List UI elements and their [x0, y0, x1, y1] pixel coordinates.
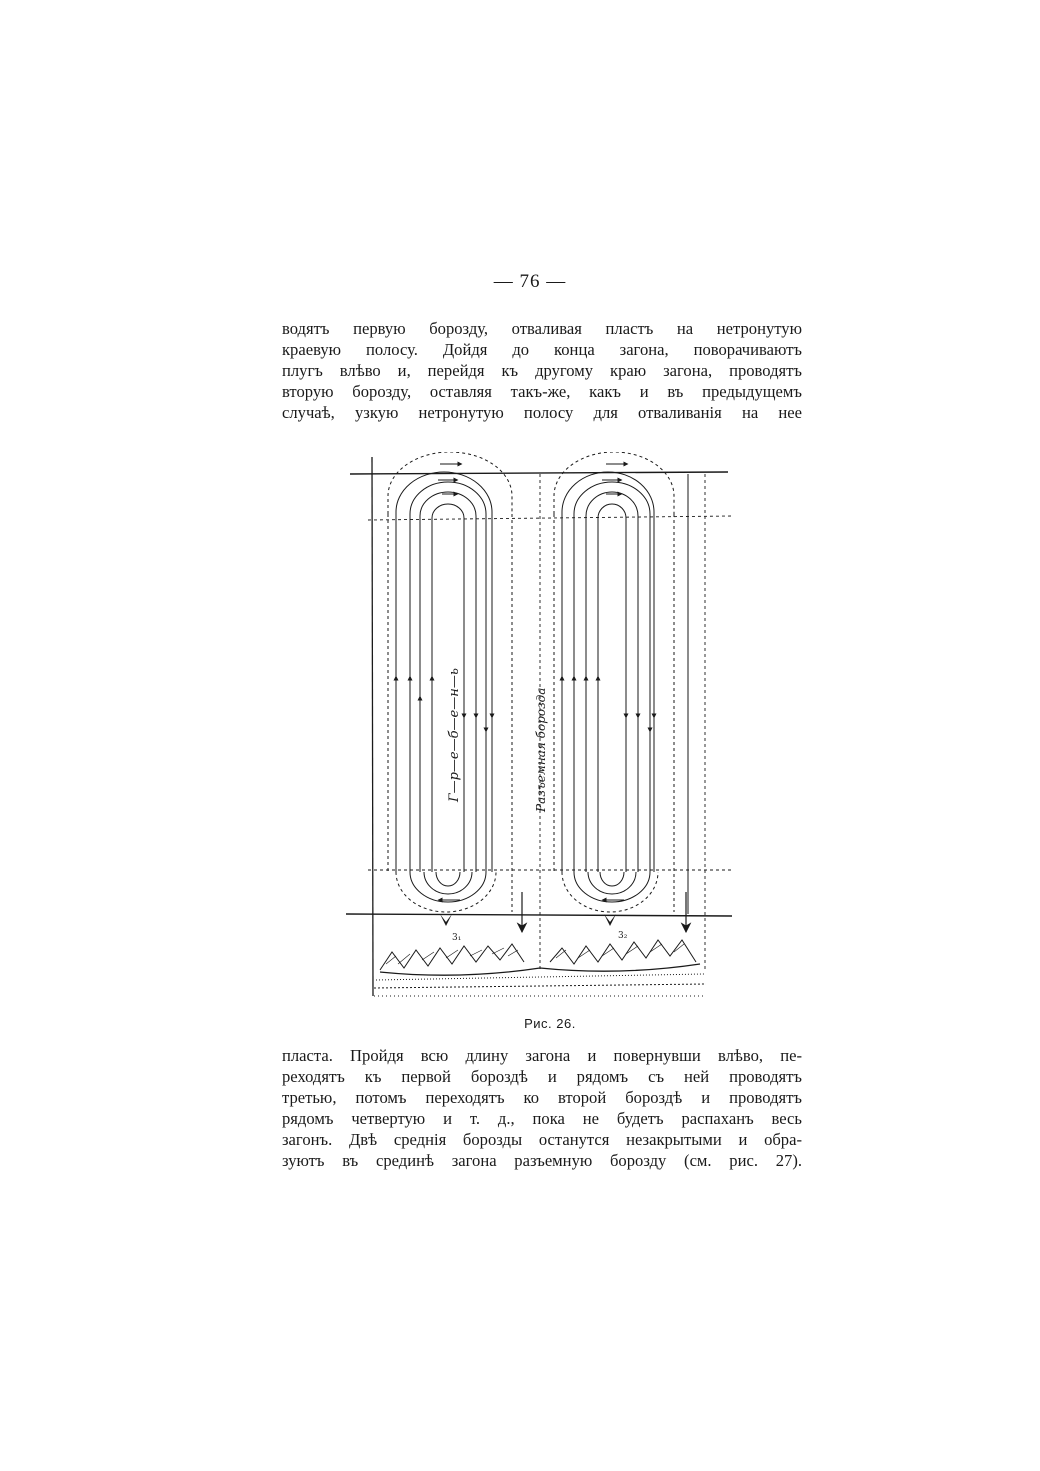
text-line: зуютъ въ срединѣ загона разъемную борозду (см. рис. 27). [282, 1151, 802, 1170]
text-line: плугъ влѣво и, перейдя къ другому краю загона, проводятъ [282, 361, 802, 380]
text-line: пласта. Пройдя всю длину загона и повернувши влѣво, пе- [282, 1046, 802, 1065]
text-line: загонъ. Двѣ среднія борозды останутся незакрытыми и обра- [282, 1130, 802, 1149]
text-line: водятъ первую борозду, отваливая пластъ на нетронутую [282, 319, 802, 338]
paragraph-bottom [282, 1045, 802, 1171]
ridge-label: Г—р—е—б—е—н—ь [447, 668, 462, 802]
text-line: краевую полосу. Дойдя до конца загона, поворачиваютъ [282, 340, 802, 359]
text-line: третью, потомъ переходятъ ко второй бороздѣ и проводятъ [282, 1088, 802, 1107]
text-line: случаѣ, узкую нетронутую полосу для отваливанія на нее [282, 403, 802, 422]
mark-left: 3₁ [452, 933, 462, 943]
text-line: рядомъ четвертую и т. д., пока не будетъ распаханъ весь [282, 1109, 802, 1128]
dead-furrow-label: Разъемная борозда [534, 687, 548, 812]
paragraph-top [282, 318, 802, 423]
mark-right: 3₂ [618, 931, 628, 941]
text-line: реходятъ къ первой бороздѣ и рядомъ съ ней проводятъ [282, 1067, 802, 1086]
page-number: — 76 — [493, 271, 567, 292]
text-line: вторую борозду, оставляя такъ-же, какъ и въ предыдущемъ [282, 382, 802, 401]
figure-caption: Рис. 26. [524, 1016, 576, 1031]
plowing-diagram [340, 452, 740, 1004]
sod-hatching [386, 944, 684, 964]
